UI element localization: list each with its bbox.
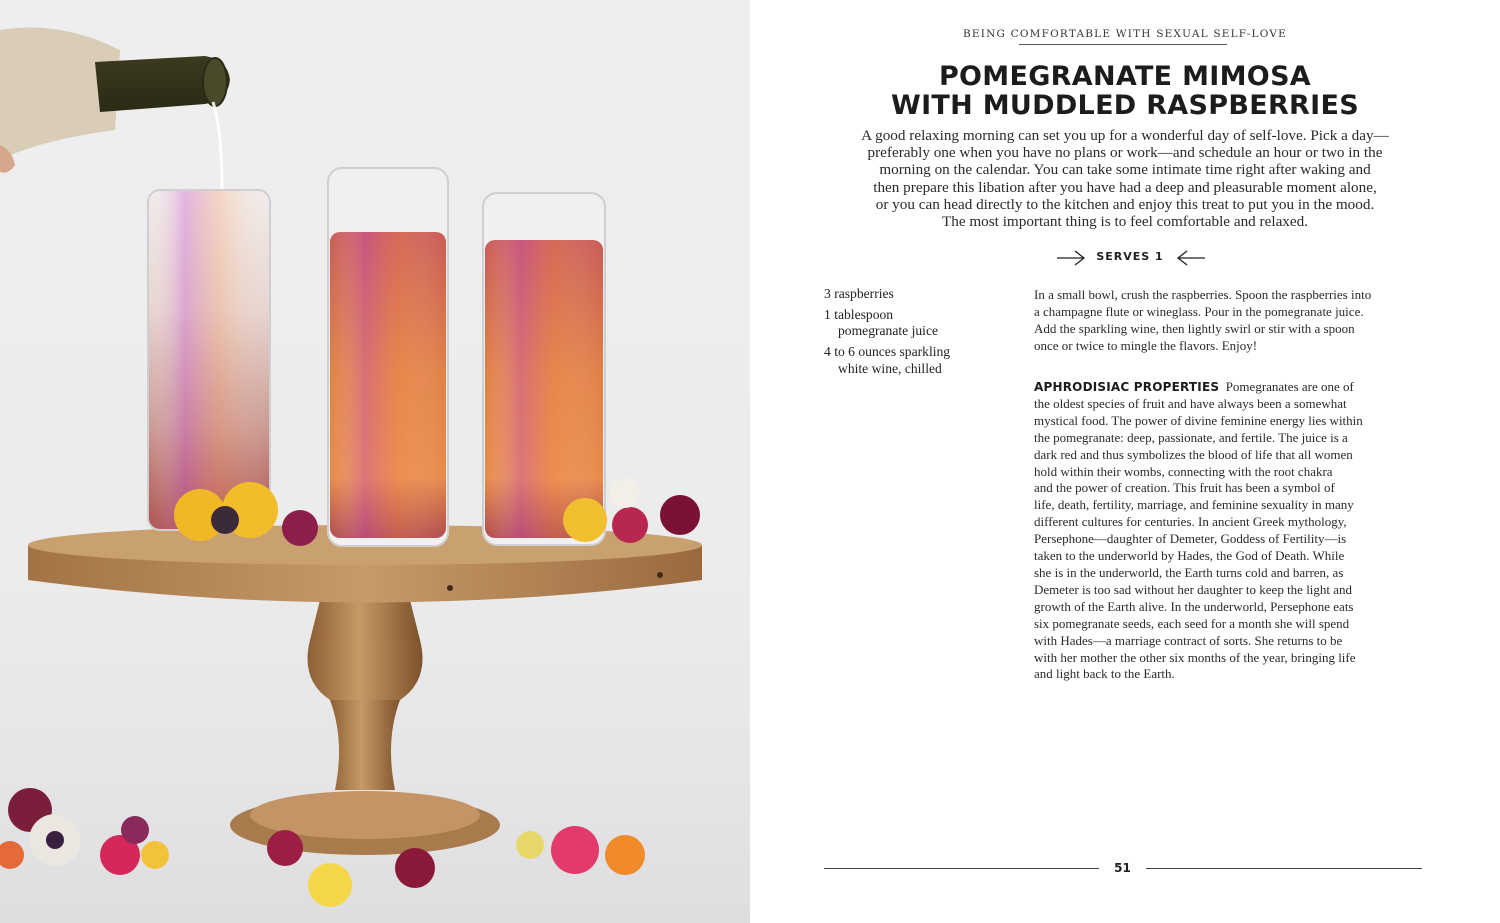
- intro-line: or you can head directly to the kitchen and enjoy this treat to put you in the mood.: [875, 195, 1375, 213]
- footer-rule-right: [1146, 868, 1422, 869]
- aphrodisiac-properties: [1034, 379, 1429, 683]
- title-line: POMEGRANATE MIMOSA: [938, 61, 1312, 92]
- properties-heading: APHRODISIAC PROPERTIES: [1034, 380, 1220, 394]
- properties-line: taken to the underworld by Hades, the God of Death. While: [1034, 548, 1345, 564]
- running-head: BEING COMFORTABLE WITH SEXUAL SELF-LOVE: [963, 28, 1287, 40]
- ingredient-line: 3 raspberries: [824, 286, 894, 301]
- method-paragraph: [1034, 287, 1429, 355]
- ingredient-list: [824, 286, 1014, 382]
- recipe-page: [750, 0, 1500, 923]
- properties-line: Persephone—daughter of Demeter, Goddess of Fertility—is: [1034, 531, 1347, 547]
- ingredient-item: [824, 344, 1014, 377]
- properties-line: hold within their wombs, connecting with the root chakra: [1034, 463, 1333, 479]
- arrow-left-icon: [1176, 250, 1206, 266]
- intro-line: preferably one when you have no plans or work—and schedule an hour or two in the: [867, 144, 1383, 162]
- ingredient-line: 4 to 6 ounces sparkling: [824, 344, 951, 360]
- properties-line: dark red and thus symbolizes the blood of life that all women: [1034, 446, 1353, 462]
- method-line: a champagne flute or wineglass. Pour in the pomegranate juice.: [1034, 303, 1364, 319]
- method-line: In a small bowl, crush the raspberries. Spoon the raspberries into: [1034, 287, 1372, 302]
- ingredient-line: white wine, chilled: [838, 360, 942, 376]
- properties-line: she is in the underworld, the Earth turns cold and barren, as: [1034, 564, 1344, 580]
- properties-line: mystical food. The power of divine feminine energy lies within: [1034, 412, 1363, 428]
- ingredient-item: [824, 307, 1014, 340]
- method-line: Add the sparkling wine, then lightly swirl or stir with a spoon: [1034, 320, 1355, 336]
- properties-line: the pomegranate: deep, passionate, and fertile. The juice is a: [1034, 429, 1348, 445]
- intro-paragraph: [842, 127, 1408, 230]
- properties-line: life, death, fertility, marriage, and feminine sexuality in many: [1034, 497, 1354, 513]
- intro-line: then prepare this libation after you have had a deep and pleasurable moment alone,: [873, 178, 1377, 196]
- intro-line: A good relaxing morning can set you up for a wonderful day of self-love. Pick a day—: [861, 127, 1389, 144]
- properties-line: with her mother the other six months of the year, bringing life: [1034, 649, 1356, 665]
- properties-line: and the power of creation. This fruit has been a symbol of: [1034, 480, 1335, 496]
- intro-line: morning on the calendar. You can take some intimate time right after waking and: [879, 161, 1371, 179]
- properties-line: growth of the Earth alive. In the underworld, Persephone eats: [1034, 598, 1354, 614]
- running-head-rule: [1019, 44, 1227, 45]
- properties-line: six pomegranate seeds, each seed for a month she will spend: [1034, 615, 1350, 631]
- title-line: WITH MUDDLED RASPBERRIES: [891, 90, 1359, 121]
- page-number: 51: [1114, 861, 1131, 875]
- properties-line: Pomegranates are one of: [1225, 379, 1354, 394]
- footer-rule-left: [824, 868, 1099, 869]
- properties-first-row: [1034, 379, 1429, 396]
- ingredient-line: pomegranate juice: [838, 323, 939, 339]
- properties-line: the oldest species of fruit and have always been a somewhat: [1034, 395, 1347, 411]
- properties-line: and light back to the Earth.: [1034, 666, 1175, 682]
- intro-line: The most important thing is to feel comfortable and relaxed.: [941, 213, 1309, 231]
- ingredient-line: 1 tablespoon: [824, 306, 894, 322]
- properties-line: with Hades—a marriage contract of sorts. She returns to be: [1034, 632, 1343, 648]
- ingredient-item: [824, 286, 1014, 302]
- serves-label: SERVES 1: [1096, 250, 1164, 263]
- method-line: once or twice to mingle the flavors. Enjoy!: [1034, 337, 1258, 353]
- recipe-title: [750, 62, 1500, 120]
- properties-line: Demeter is too sad without her daughter to keep the light and: [1034, 581, 1353, 597]
- properties-line: different cultures for centuries. In ancient Greek mythology,: [1034, 514, 1347, 530]
